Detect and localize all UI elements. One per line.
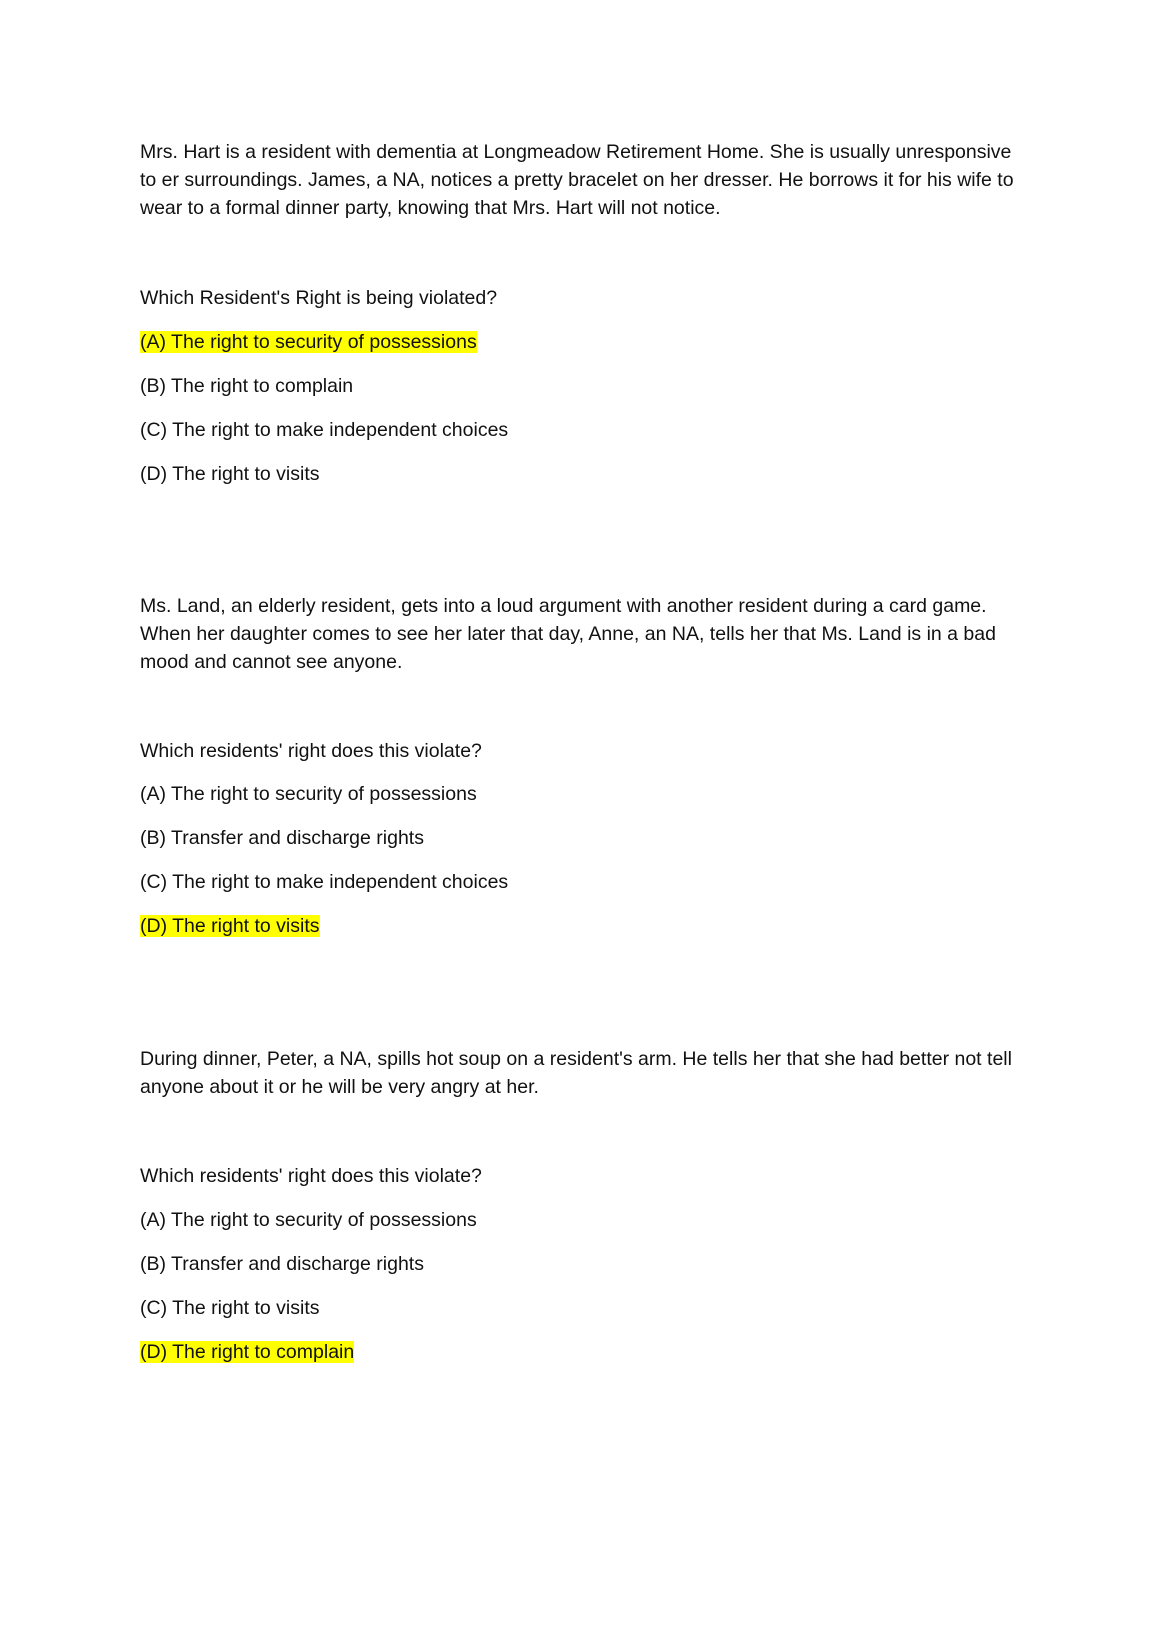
question-1-option-b: (B) The right to complain bbox=[140, 375, 354, 397]
question-2-scenario: Ms. Land, an elderly resident, gets into a loud argument with another resident during a card game. When her daughter comes to see her later that day, Anne, an NA, tells her that Ms. Land is in a bad mood and cannot see anyone. bbox=[140, 595, 996, 673]
question-1-prompt: Which Resident's Right is being violated? bbox=[140, 287, 498, 309]
question-3-option-b: (B) Transfer and discharge rights bbox=[140, 1253, 424, 1275]
highlighted-answer: (D) The right to visits bbox=[140, 915, 320, 937]
question-3-option-c: (C) The right to visits bbox=[140, 1297, 320, 1319]
question-1-options bbox=[140, 328, 1020, 504]
question-1-option-a bbox=[140, 328, 1020, 372]
question-3-option-d bbox=[140, 1338, 1020, 1382]
question-1-option-c: (C) The right to make independent choices bbox=[140, 419, 509, 441]
question-2-prompt: Which residents' right does this violate? bbox=[140, 740, 482, 762]
question-2-option-c: (C) The right to make independent choices bbox=[140, 871, 509, 893]
question-1-option-d: (D) The right to visits bbox=[140, 463, 320, 485]
question-3-options bbox=[140, 1206, 1020, 1382]
question-2-option-b: (B) Transfer and discharge rights bbox=[140, 827, 424, 849]
highlighted-answer: (A) The right to security of possessions bbox=[140, 331, 477, 353]
question-2-option-d bbox=[140, 912, 1020, 956]
question-3-scenario: During dinner, Peter, a NA, spills hot soup on a resident's arm. He tells her that she had better not tell anyone about it or he will be very angry at her. bbox=[140, 1048, 1012, 1098]
question-1-scenario: Mrs. Hart is a resident with dementia at Longmeadow Retirement Home. She is usually unresponsive to er surroundings. James, a NA, notices a pretty bracelet on her dresser. He borrows it for his wife to wear to a formal dinner party, knowing that Mrs. Hart will not notice. bbox=[140, 141, 1014, 219]
question-2-option-a: (A) The right to security of possessions bbox=[140, 783, 477, 805]
question-3-option-a: (A) The right to security of possessions bbox=[140, 1209, 477, 1231]
question-2-options bbox=[140, 780, 1020, 956]
highlighted-answer: (D) The right to complain bbox=[140, 1341, 355, 1363]
question-3-prompt: Which residents' right does this violate? bbox=[140, 1165, 482, 1187]
